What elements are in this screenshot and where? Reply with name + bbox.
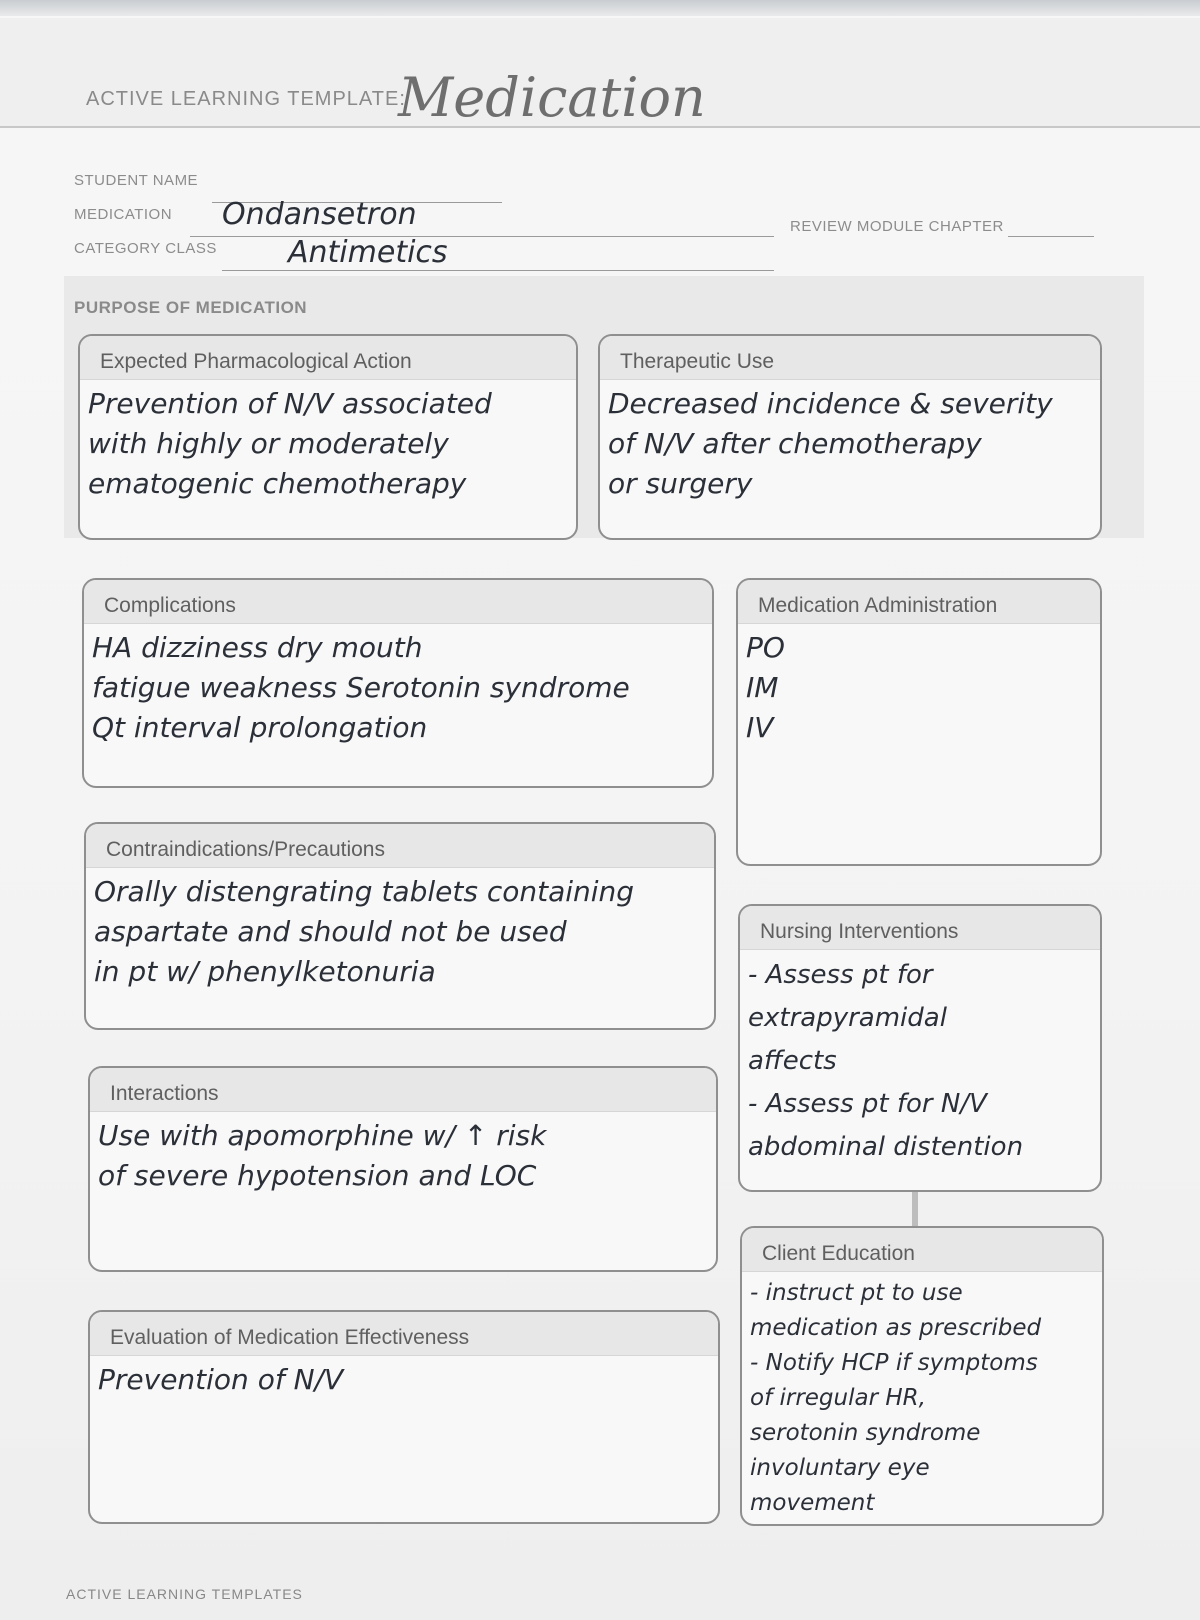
- template-title: Medication: [398, 66, 706, 129]
- category-class-label: CATEGORY CLASS: [74, 240, 217, 257]
- expected-action-title: Expected Pharmacological Action: [80, 336, 576, 380]
- expected-action-line[interactable]: ematogenic chemotherapy: [88, 467, 467, 500]
- template-label: ACTIVE LEARNING TEMPLATE:: [86, 88, 406, 110]
- therapeutic-use-line[interactable]: of N/V after chemotherapy: [608, 427, 982, 460]
- category-class-line: [222, 270, 774, 271]
- client-education-line[interactable]: movement: [750, 1490, 875, 1516]
- client-education-line[interactable]: medication as prescribed: [750, 1315, 1042, 1341]
- client-education-line[interactable]: serotonin syndrome: [750, 1420, 981, 1446]
- client-education-line[interactable]: involuntary eye: [750, 1455, 930, 1481]
- therapeutic-use-line[interactable]: Decreased incidence & severity: [608, 387, 1053, 420]
- nursing-interventions-line[interactable]: affects: [748, 1046, 837, 1076]
- client-education-line[interactable]: - instruct pt to use: [750, 1280, 963, 1306]
- medication-administration-line[interactable]: IV: [746, 711, 774, 744]
- evaluation-title: Evaluation of Medication Effectiveness: [90, 1312, 718, 1356]
- evaluation-box: [88, 1310, 720, 1524]
- page-top-edge: [0, 0, 1200, 16]
- medication-line: [190, 236, 774, 237]
- evaluation-line[interactable]: Prevention of N/V: [98, 1363, 344, 1396]
- review-module-line: [1008, 236, 1094, 237]
- client-education-title: Client Education: [742, 1228, 1102, 1272]
- expected-action-line[interactable]: Prevention of N/V associated: [88, 387, 492, 420]
- review-module-label: REVIEW MODULE CHAPTER: [790, 218, 1004, 235]
- expected-action-box: [78, 334, 578, 540]
- footer-label: ACTIVE LEARNING TEMPLATES: [66, 1586, 303, 1602]
- medication-administration-line[interactable]: IM: [746, 671, 779, 704]
- nursing-interventions-line[interactable]: extrapyramidal: [748, 1003, 947, 1033]
- interactions-box: [88, 1066, 718, 1272]
- medication-administration-line[interactable]: PO: [746, 631, 785, 664]
- therapeutic-use-title: Therapeutic Use: [600, 336, 1100, 380]
- complications-line[interactable]: Qt interval prolongation: [92, 711, 428, 744]
- contraindications-box: [84, 822, 716, 1030]
- client-education-box: [740, 1226, 1104, 1526]
- interactions-title: Interactions: [90, 1068, 716, 1112]
- nursing-interventions-line[interactable]: abdominal distention: [748, 1132, 1024, 1162]
- client-education-line[interactable]: of irregular HR,: [750, 1385, 926, 1411]
- contraindications-line[interactable]: in pt w/ phenylketonuria: [94, 955, 436, 988]
- therapeutic-use-line[interactable]: or surgery: [608, 467, 753, 500]
- contraindications-line[interactable]: Orally distengrating tablets containing: [94, 875, 635, 908]
- expected-action-line[interactable]: with highly or moderately: [88, 427, 449, 460]
- nursing-interventions-title: Nursing Interventions: [740, 906, 1100, 950]
- nursing-interventions-line[interactable]: - Assess pt for: [748, 960, 933, 990]
- medication-label: MEDICATION: [74, 206, 173, 223]
- medication-value[interactable]: Ondansetron: [222, 197, 417, 232]
- complications-line[interactable]: fatigue weakness Serotonin syndrome: [92, 671, 630, 704]
- nursing-interventions-box: [738, 904, 1102, 1192]
- complications-line[interactable]: HA dizziness dry mouth: [92, 631, 423, 664]
- nursing-interventions-line[interactable]: - Assess pt for N/V: [748, 1089, 987, 1119]
- contraindications-title: Contraindications/Precautions: [86, 824, 714, 868]
- therapeutic-use-box: [598, 334, 1102, 540]
- medication-administration-title: Medication Administration: [738, 580, 1100, 624]
- client-education-line[interactable]: - Notify HCP if symptoms: [750, 1350, 1038, 1376]
- box-connector: [912, 1192, 918, 1226]
- complications-title: Complications: [84, 580, 712, 624]
- medication-administration-box: [736, 578, 1102, 866]
- student-name-label: STUDENT NAME: [74, 172, 199, 189]
- interactions-line[interactable]: Use with apomorphine w/ ↑ risk: [98, 1119, 547, 1152]
- complications-box: [82, 578, 714, 788]
- purpose-label: PURPOSE OF MEDICATION: [74, 298, 308, 317]
- interactions-line[interactable]: of severe hypotension and LOC: [98, 1159, 537, 1192]
- category-class-value[interactable]: Antimetics: [288, 235, 448, 270]
- contraindications-line[interactable]: aspartate and should not be used: [94, 915, 567, 948]
